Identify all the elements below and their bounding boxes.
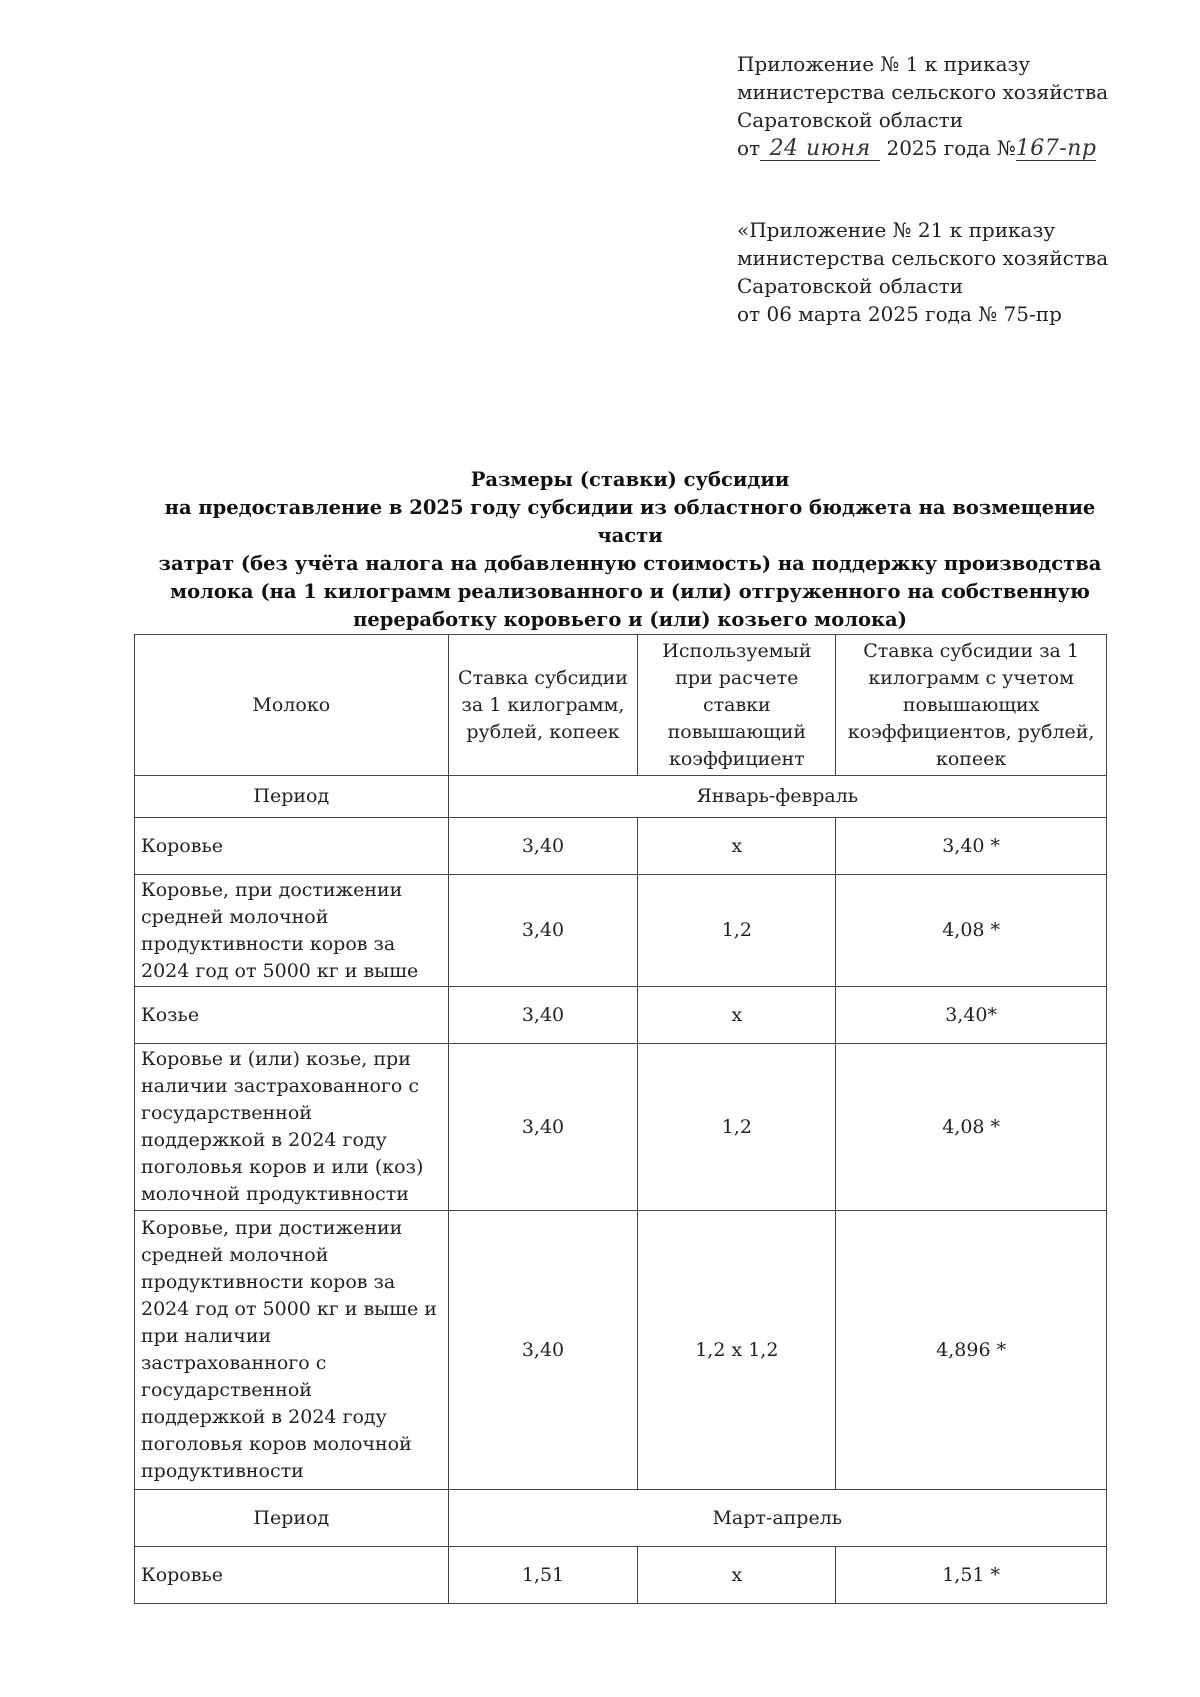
row-rate: 3,40 (448, 1044, 638, 1211)
period-row-1 (135, 776, 1107, 818)
row-label: Коровье и (или) козье, при наличии застрахованного с государственной поддержкой в 2024 году поголовья коров и или (коз) молочной продуктивности (135, 1044, 449, 1211)
table-row (135, 875, 1107, 987)
period-label: Период (135, 776, 449, 818)
row-total: 1,51 * (836, 1547, 1107, 1604)
row-total: 3,40 * (836, 818, 1107, 875)
period-row-2 (135, 1490, 1107, 1547)
row-rate: 1,51 (448, 1547, 638, 1604)
title-line4: молока (на 1 килограмм реализованного и (или) отгруженного на собственную (170, 580, 1090, 603)
row-coefficient: 1,2 х 1,2 (638, 1211, 836, 1490)
subsidy-rates-table (134, 634, 1107, 1604)
handwritten-order-number: 167-пр (1015, 136, 1097, 161)
row-total: 4,08 * (836, 1044, 1107, 1211)
header-rate-with-coefficient: Ставка субсидии за 1 килограмм с учетом повышающих коэффициентов, рублей, копеек (836, 635, 1107, 776)
row-coefficient: 1,2 (638, 1044, 836, 1211)
appendix-21-block (737, 216, 1108, 328)
table-row (135, 1211, 1107, 1490)
row-coefficient: х (638, 987, 836, 1044)
period-value: Январь-февраль (448, 776, 1106, 818)
row-coefficient: 1,2 (638, 875, 836, 987)
table-row (135, 818, 1107, 875)
handwritten-date: 24 июня (760, 138, 880, 161)
appendix-1-block (737, 50, 1108, 162)
appendix-1-line2: министерства сельского хозяйства (737, 80, 1109, 104)
row-total: 4,896 * (836, 1211, 1107, 1490)
appendix-1-year-text: 2025 года № (886, 136, 1016, 160)
row-rate: 3,40 (448, 818, 638, 875)
row-rate: 3,40 (448, 1211, 638, 1490)
appendix-1-line3: Саратовской области (737, 108, 964, 132)
row-coefficient: х (638, 818, 836, 875)
table-row (135, 1547, 1107, 1604)
row-label: Коровье (135, 818, 449, 875)
header-milk: Молоко (135, 635, 449, 776)
title-line3: затрат (без учёта налога на добавленную стоимость) на поддержку производства (158, 552, 1102, 575)
row-coefficient: х (638, 1547, 836, 1604)
appendix-21-line4: от 06 марта 2025 года № 75-пр (737, 302, 1062, 326)
period-value: Март-апрель (448, 1490, 1106, 1547)
header-rate: Ставка субсидии за 1 килограмм, рублей, копеек (448, 635, 638, 776)
appendix-21-line1: «Приложение № 21 к приказу (737, 218, 1056, 242)
row-total: 4,08 * (836, 875, 1107, 987)
row-label: Козье (135, 987, 449, 1044)
title-line2: на предоставление в 2025 году субсидии из областного бюджета на возмещение части (164, 496, 1096, 547)
title-line1: Размеры (ставки) субсидии (470, 468, 790, 491)
appendix-1-date-line (737, 134, 1108, 162)
row-label: Коровье (135, 1547, 449, 1604)
table-row (135, 1044, 1107, 1211)
title-line5: переработку коровьего и (или) козьего молока) (353, 608, 907, 631)
appendix-21-line3: Саратовской области (737, 274, 964, 298)
row-total: 3,40* (836, 987, 1107, 1044)
row-rate: 3,40 (448, 875, 638, 987)
row-label: Коровье, при достижении средней молочной продуктивности коров за 2024 год от 5000 кг и выше и при наличии застрахованного с государственной поддержкой в 2024 году поголовья коров молочной продуктивности (135, 1211, 449, 1490)
appendix-1-from-prefix: от (737, 136, 761, 160)
table-header-row (135, 635, 1107, 776)
appendix-1-line1: Приложение № 1 к приказу (737, 52, 1031, 76)
row-label: Коровье, при достижении средней молочной продуктивности коров за 2024 год от 5000 кг и выше (135, 875, 449, 987)
row-rate: 3,40 (448, 987, 638, 1044)
document-title (150, 466, 1110, 634)
header-coefficient: Используемый при расчете ставки повышающий коэффициент (638, 635, 836, 776)
period-label: Период (135, 1490, 449, 1547)
appendix-21-line2: министерства сельского хозяйства (737, 246, 1109, 270)
table-row (135, 987, 1107, 1044)
